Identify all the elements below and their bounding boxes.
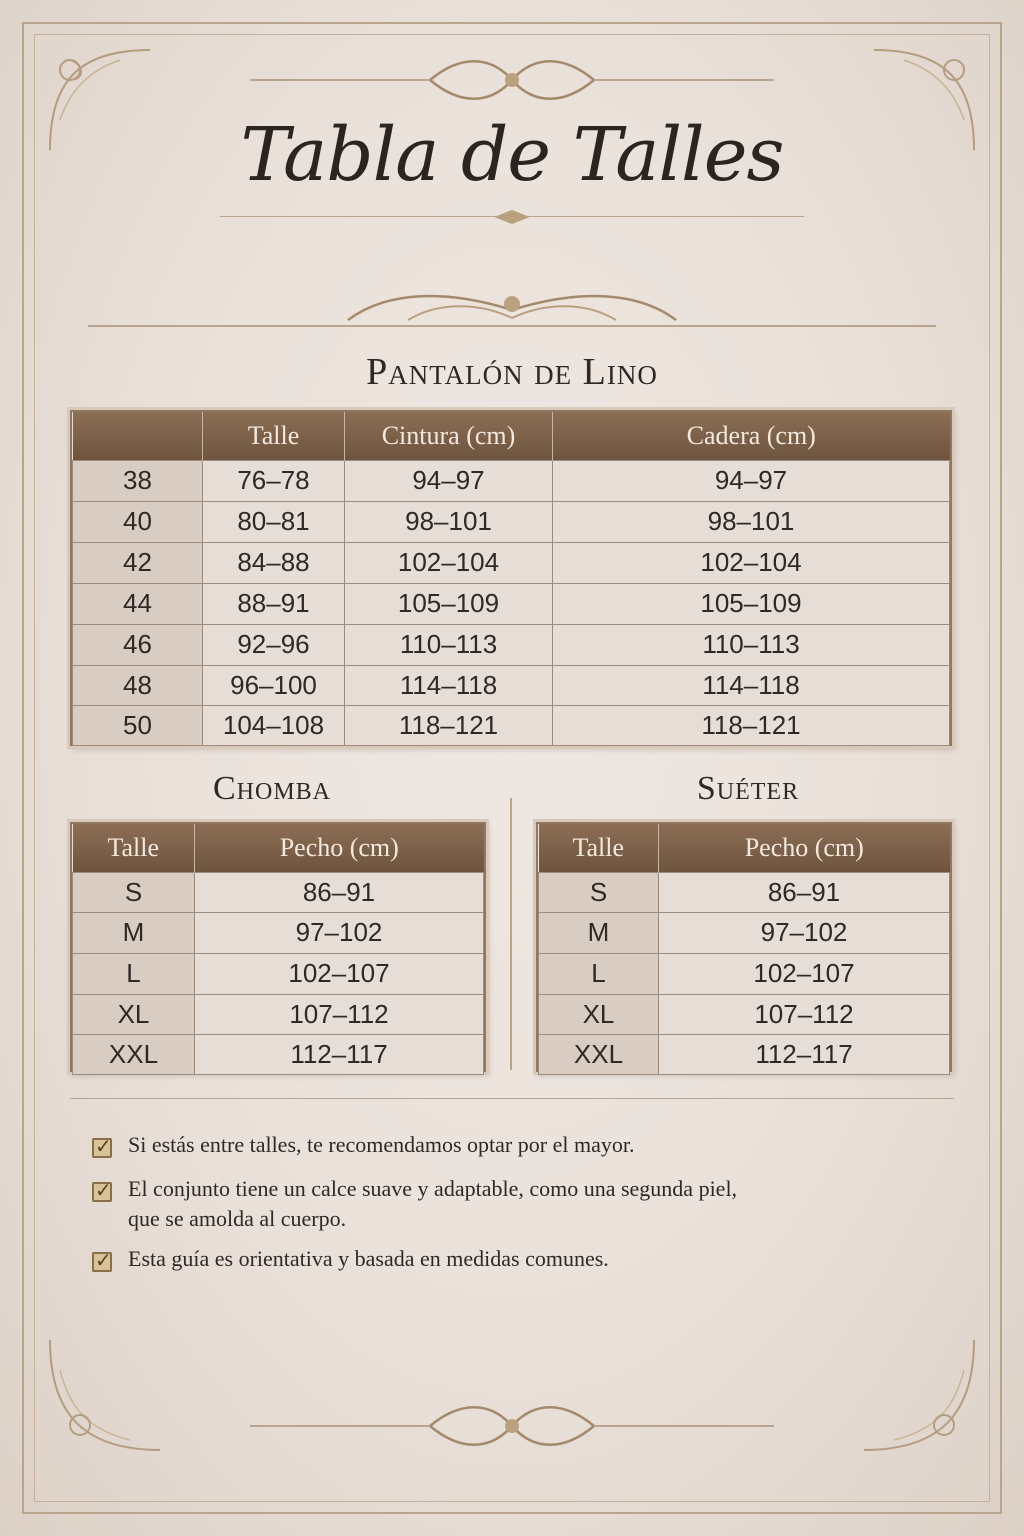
table-cell: 102–104 [345, 542, 553, 583]
table-row [73, 912, 484, 953]
table-row [73, 583, 950, 624]
check-icon: ✓ [92, 1252, 112, 1272]
table-row [539, 953, 950, 994]
sueter-section-title: Suéter [696, 770, 800, 807]
table-cell: 42 [73, 542, 203, 583]
bottom-flourish-ornament [250, 1396, 774, 1456]
table-row [73, 624, 950, 665]
column-header: Talle [203, 412, 345, 460]
sueter-size-table [538, 824, 950, 1075]
top-flourish-ornament [250, 50, 774, 110]
title-diamond-ornament [494, 208, 530, 226]
column-header: Cadera (cm) [553, 412, 950, 460]
page-title: Tabla de Talles [240, 112, 784, 198]
table-cell: 38 [73, 460, 203, 501]
table-header-row [539, 824, 950, 872]
column-header: Pecho (cm) [659, 824, 950, 872]
table-cell: 97–102 [195, 912, 484, 953]
table-cell: 96–100 [203, 665, 345, 705]
table-cell: 104–108 [203, 705, 345, 745]
table-row [539, 994, 950, 1034]
column-header: Cintura (cm) [345, 412, 553, 460]
table-header-row [73, 824, 484, 872]
table-cell: M [539, 912, 659, 953]
inner-frame [34, 34, 990, 1502]
corner-ornament-bottom-left [40, 1330, 170, 1460]
table-row [73, 872, 484, 912]
check-icon: ✓ [92, 1138, 112, 1158]
table-cell: 44 [73, 583, 203, 624]
table-cell: 107–112 [195, 994, 484, 1034]
table-cell: 118–121 [553, 705, 950, 745]
pantalon-size-table [72, 412, 950, 746]
table-cell: 98–101 [345, 501, 553, 542]
table-cell: 110–113 [553, 624, 950, 665]
table-cell: 112–117 [659, 1034, 950, 1074]
table-cell: 118–121 [345, 705, 553, 745]
table-cell: 88–91 [203, 583, 345, 624]
table-cell: 80–81 [203, 501, 345, 542]
chomba-section-title: Chomba [212, 770, 332, 807]
table-row [73, 705, 950, 745]
column-header: Talle [539, 824, 659, 872]
note-text: El conjunto tiene un calce suave y adaptable, como una segunda piel, [128, 1176, 738, 1201]
table-cell: 102–107 [659, 953, 950, 994]
chomba-size-table [72, 824, 484, 1075]
table-cell: XXL [539, 1034, 659, 1074]
table-row [73, 994, 484, 1034]
table-cell: XL [539, 994, 659, 1034]
table-cell: L [539, 953, 659, 994]
table-cell: M [73, 912, 195, 953]
column-header [73, 412, 203, 460]
table-row [539, 912, 950, 953]
column-header: Talle [73, 824, 195, 872]
table-row [539, 872, 950, 912]
table-cell: 48 [73, 665, 203, 705]
pantalon-section-title: Pantalón de Lino [366, 351, 658, 393]
table-row [73, 460, 950, 501]
table-row [73, 1034, 484, 1074]
note-text: Esta guía es orientativa y basada en medidas comunes. [128, 1246, 609, 1271]
table-cell: S [73, 872, 195, 912]
table-cell: 105–109 [553, 583, 950, 624]
note-text: Si estás entre talles, te recomendamos optar por el mayor. [128, 1132, 635, 1157]
table-cell: 50 [73, 705, 203, 745]
column-header: Pecho (cm) [195, 824, 484, 872]
table-row [73, 542, 950, 583]
check-icon: ✓ [92, 1182, 112, 1202]
table-row [539, 1034, 950, 1074]
table-cell: 40 [73, 501, 203, 542]
table-cell: 86–91 [195, 872, 484, 912]
section-flourish-ornament [88, 280, 936, 340]
table-cell: XXL [73, 1034, 195, 1074]
table-cell: 97–102 [659, 912, 950, 953]
table-cell: 76–78 [203, 460, 345, 501]
table-cell: 114–118 [345, 665, 553, 705]
table-cell: 110–113 [345, 624, 553, 665]
table-cell: XL [73, 994, 195, 1034]
note-text: que se amolda al cuerpo. [128, 1206, 347, 1231]
table-cell: 94–97 [553, 460, 950, 501]
table-cell: 98–101 [553, 501, 950, 542]
table-cell: L [73, 953, 195, 994]
notes-divider [70, 1098, 954, 1099]
table-cell: S [539, 872, 659, 912]
corner-ornament-bottom-right [854, 1330, 984, 1460]
table-cell: 86–91 [659, 872, 950, 912]
table-cell: 105–109 [345, 583, 553, 624]
section-divider [510, 798, 512, 1070]
table-cell: 102–107 [195, 953, 484, 994]
table-row [73, 953, 484, 994]
table-row [73, 501, 950, 542]
table-row [73, 665, 950, 705]
table-header-row [73, 412, 950, 460]
table-cell: 107–112 [659, 994, 950, 1034]
table-cell: 114–118 [553, 665, 950, 705]
table-cell: 112–117 [195, 1034, 484, 1074]
table-cell: 84–88 [203, 542, 345, 583]
table-cell: 102–104 [553, 542, 950, 583]
table-cell: 94–97 [345, 460, 553, 501]
table-cell: 46 [73, 624, 203, 665]
table-cell: 92–96 [203, 624, 345, 665]
